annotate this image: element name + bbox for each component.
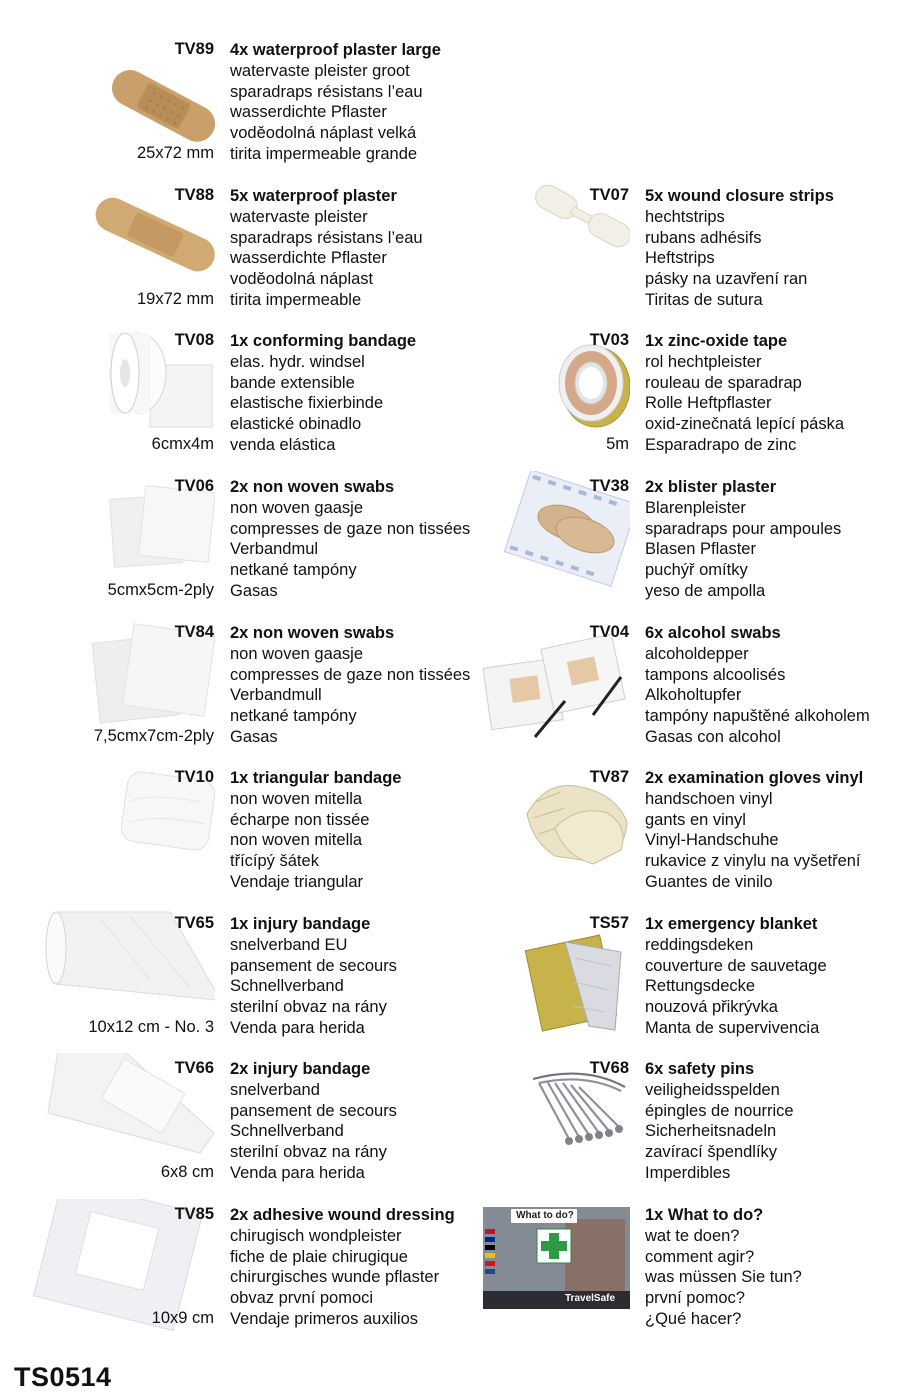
desc-cz: netkané tampóny <box>230 707 357 726</box>
desc-es: Esparadrapo de zinc <box>645 435 797 454</box>
item-tv87 <box>415 762 864 902</box>
desc-nl: non woven gaasje <box>230 498 364 517</box>
desc-fr: tampons alcoolisés <box>645 665 786 684</box>
desc-de: Sicherheitsnadeln <box>645 1122 777 1141</box>
desc-es: Venda para herida <box>230 1018 365 1037</box>
item-tv10 <box>0 762 430 902</box>
desc-nl: alcoholdepper <box>645 644 749 663</box>
desc-de: Verbandmul <box>230 540 319 559</box>
item-tv89 <box>0 34 441 174</box>
desc-nl: handschoen vinyl <box>645 789 773 808</box>
desc-nl: Blarenpleister <box>645 498 746 517</box>
desc-de: Schnellverband <box>230 977 344 996</box>
product-description <box>645 331 844 456</box>
product-title: 1x conforming bandage <box>230 332 417 350</box>
item-tv04 <box>415 617 870 757</box>
product-description <box>645 914 827 1039</box>
item-tv06 <box>0 471 471 611</box>
desc-es: venda elástica <box>230 435 336 454</box>
product-description <box>230 1059 397 1184</box>
item-tv68 <box>415 1053 845 1193</box>
product-number: TS0514 <box>14 1362 112 1392</box>
product-description <box>645 623 870 748</box>
product-code: TV68 <box>589 1059 629 1077</box>
desc-nl: hechtstrips <box>645 207 725 226</box>
desc-fr: écharpe non tissée <box>230 810 370 829</box>
desc-de: Rettungsdecke <box>645 977 756 996</box>
desc-fr: rubans adhésifs <box>645 228 762 247</box>
desc-cz: voděodolná náplast velká <box>230 124 417 143</box>
desc-nl: elas. hydr. windsel <box>230 352 365 371</box>
desc-nl: veiligheidsspelden <box>645 1080 780 1099</box>
product-description <box>645 186 834 311</box>
product-title: 1x What to do? <box>645 1206 764 1224</box>
desc-cz: pásky na uzavření ran <box>645 270 808 289</box>
desc-de: wasserdichte Pflaster <box>230 103 387 122</box>
product-title: 2x examination gloves vinyl <box>645 769 864 787</box>
item-tv08 <box>0 325 430 465</box>
desc-nl: rol hechtpleister <box>645 352 762 371</box>
desc-fr: pansement de secours <box>230 956 397 975</box>
desc-fr: épingles de nourrice <box>645 1101 794 1120</box>
product-title: 2x non woven swabs <box>230 478 395 496</box>
desc-cz: třícípý šátek <box>230 852 319 871</box>
product-title: 1x triangular bandage <box>230 769 402 787</box>
desc-cz: elastické obinadlo <box>230 415 362 434</box>
product-code: TV06 <box>174 477 214 495</box>
desc-de: Schnellverband <box>230 1122 344 1141</box>
product-code: TV66 <box>174 1059 214 1077</box>
item-tv07 <box>415 180 845 320</box>
desc-es: Vendaje primeros auxilios <box>230 1309 419 1328</box>
product-code: TV65 <box>174 914 214 932</box>
desc-de: non woven mitella <box>230 831 363 850</box>
desc-de: was müssen Sie tun? <box>645 1268 802 1287</box>
product-size: 6cmx4m <box>151 435 214 453</box>
product-code: TV85 <box>174 1205 214 1223</box>
desc-es: tirita impermeable grande <box>230 144 418 163</box>
product-title: 1x zinc-oxide tape <box>645 332 788 350</box>
product-code: TV07 <box>589 186 629 204</box>
desc-fr: comment agir? <box>645 1247 755 1266</box>
product-description <box>230 768 401 893</box>
desc-fr: compresses de gaze non tissées <box>230 665 471 684</box>
desc-es: Manta de supervivencia <box>645 1018 820 1037</box>
item-what-to-do <box>415 1199 845 1339</box>
product-code: TV87 <box>589 768 629 786</box>
product-size: 6x8 cm <box>160 1163 214 1181</box>
product-size: 5m <box>606 435 629 453</box>
desc-cz: voděodolná náplast <box>230 270 374 289</box>
desc-es: Gasas con alcohol <box>645 727 781 746</box>
desc-fr: fiche de plaie chirugique <box>230 1247 408 1266</box>
desc-de: wasserdichte Pflaster <box>230 249 387 268</box>
item-tv65 <box>0 908 430 1048</box>
desc-nl: non woven gaasje <box>230 644 364 663</box>
desc-cz: tampóny napuštěné alkoholem <box>645 707 870 726</box>
item-tv85 <box>0 1199 455 1339</box>
desc-es: Tiritas de sutura <box>645 290 763 309</box>
product-size: 10x12 cm - No. 3 <box>88 1018 214 1036</box>
desc-fr: rouleau de sparadrap <box>645 373 802 392</box>
desc-cz: sterilní obvaz na rány <box>230 998 387 1017</box>
desc-de: Verbandmull <box>230 686 322 705</box>
product-code: TV08 <box>174 331 214 349</box>
desc-nl: watervaste pleister <box>230 207 368 226</box>
product-description <box>230 914 397 1039</box>
product-title: 5x waterproof plaster <box>230 187 397 205</box>
item-tv84 <box>0 617 471 757</box>
desc-nl: non woven mitella <box>230 789 363 808</box>
product-size: 5cmx5cm-2ply <box>107 581 214 599</box>
product-title: 5x wound closure strips <box>645 187 834 205</box>
product-description <box>230 186 423 311</box>
product-code: TV84 <box>174 623 214 641</box>
item-ts57 <box>415 908 845 1048</box>
product-description <box>645 768 863 893</box>
product-description <box>230 40 441 165</box>
desc-es: tirita impermeable <box>230 290 362 309</box>
item-tv66 <box>0 1053 430 1193</box>
product-code: TV88 <box>174 186 214 204</box>
desc-nl: wat te doen? <box>645 1226 740 1245</box>
desc-de: elastische fixierbinde <box>230 394 384 413</box>
product-title: 2x non woven swabs <box>230 624 395 642</box>
product-title: 4x waterproof plaster large <box>230 41 441 59</box>
product-title: 6x safety pins <box>645 1060 755 1078</box>
product-description <box>645 477 841 602</box>
desc-es: yeso de ampolla <box>645 581 766 600</box>
product-title: 2x blister plaster <box>645 478 777 496</box>
desc-es: Gasas <box>230 727 278 746</box>
desc-de: Heftstrips <box>645 249 715 268</box>
desc-cz: zavírací špendlíky <box>645 1143 778 1162</box>
desc-cz: sterilní obvaz na rány <box>230 1143 387 1162</box>
item-tv03 <box>415 325 845 465</box>
desc-cz: netkané tampóny <box>230 561 357 580</box>
desc-cz: rukavice z vinylu na vyšetření <box>645 852 861 871</box>
desc-fr: bande extensible <box>230 373 355 392</box>
desc-de: Rolle Heftpflaster <box>645 394 772 413</box>
desc-cz: puchýř omítky <box>645 561 748 580</box>
booklet-title: What to do? <box>516 1210 574 1221</box>
item-tv38 <box>415 471 845 611</box>
desc-es: Vendaje triangular <box>230 872 364 891</box>
desc-de: Alkoholtupfer <box>645 686 742 705</box>
product-size: 7,5cmx7cm-2ply <box>93 727 214 745</box>
product-description <box>645 1059 794 1184</box>
product-code: TV04 <box>589 623 629 641</box>
product-code: TV10 <box>174 768 214 786</box>
desc-es: Venda para herida <box>230 1163 365 1182</box>
product-title: 2x adhesive wound dressing <box>230 1206 455 1224</box>
product-description <box>645 1205 802 1330</box>
product-title: 1x emergency blanket <box>645 915 818 933</box>
product-description <box>230 331 416 456</box>
desc-es: ¿Qué hacer? <box>645 1309 742 1328</box>
booklet-image <box>415 1199 630 1339</box>
desc-fr: couverture de sauvetage <box>645 956 827 975</box>
product-title: 1x injury bandage <box>230 915 371 933</box>
desc-de: Blasen Pflaster <box>645 540 756 559</box>
booklet-brand: TravelSafe <box>565 1293 616 1304</box>
desc-nl: snelverband <box>230 1080 320 1099</box>
desc-nl: reddingsdeken <box>645 935 754 954</box>
desc-fr: sparadraps résistans l’eau <box>230 228 423 247</box>
desc-fr: pansement de secours <box>230 1101 397 1120</box>
product-size: 10x9 cm <box>151 1309 214 1327</box>
desc-es: Gasas <box>230 581 278 600</box>
desc-cz: obvaz první pomoci <box>230 1289 374 1308</box>
desc-fr: gants en vinyl <box>645 810 746 829</box>
product-title: 2x injury bandage <box>230 1060 371 1078</box>
product-size: 19x72 mm <box>136 290 214 308</box>
desc-de: Vinyl-Handschuhe <box>645 831 779 850</box>
product-size: 25x72 mm <box>136 144 214 162</box>
product-code: TV38 <box>589 477 629 495</box>
desc-cz: první pomoc? <box>645 1289 745 1308</box>
desc-cz: nouzová přikrývka <box>645 998 778 1017</box>
product-title: 6x alcohol swabs <box>645 624 781 642</box>
desc-nl: watervaste pleister groot <box>230 61 410 80</box>
desc-fr: sparadraps résistans l’eau <box>230 82 423 101</box>
item-tv88 <box>0 180 430 320</box>
desc-fr: compresses de gaze non tissées <box>230 519 471 538</box>
product-code: TV89 <box>174 40 214 58</box>
desc-es: Imperdibles <box>645 1163 731 1182</box>
product-code: TS57 <box>589 914 629 932</box>
desc-fr: sparadraps pour ampoules <box>645 519 842 538</box>
desc-nl: chirugisch wondpleister <box>230 1226 402 1245</box>
desc-es: Guantes de vinilo <box>645 872 773 891</box>
product-code: TV03 <box>589 331 629 349</box>
desc-nl: snelverband EU <box>230 935 348 954</box>
desc-cz: oxid-zinečnatá lepící páska <box>645 415 845 434</box>
desc-de: chirurgisches wunde pflaster <box>230 1268 440 1287</box>
